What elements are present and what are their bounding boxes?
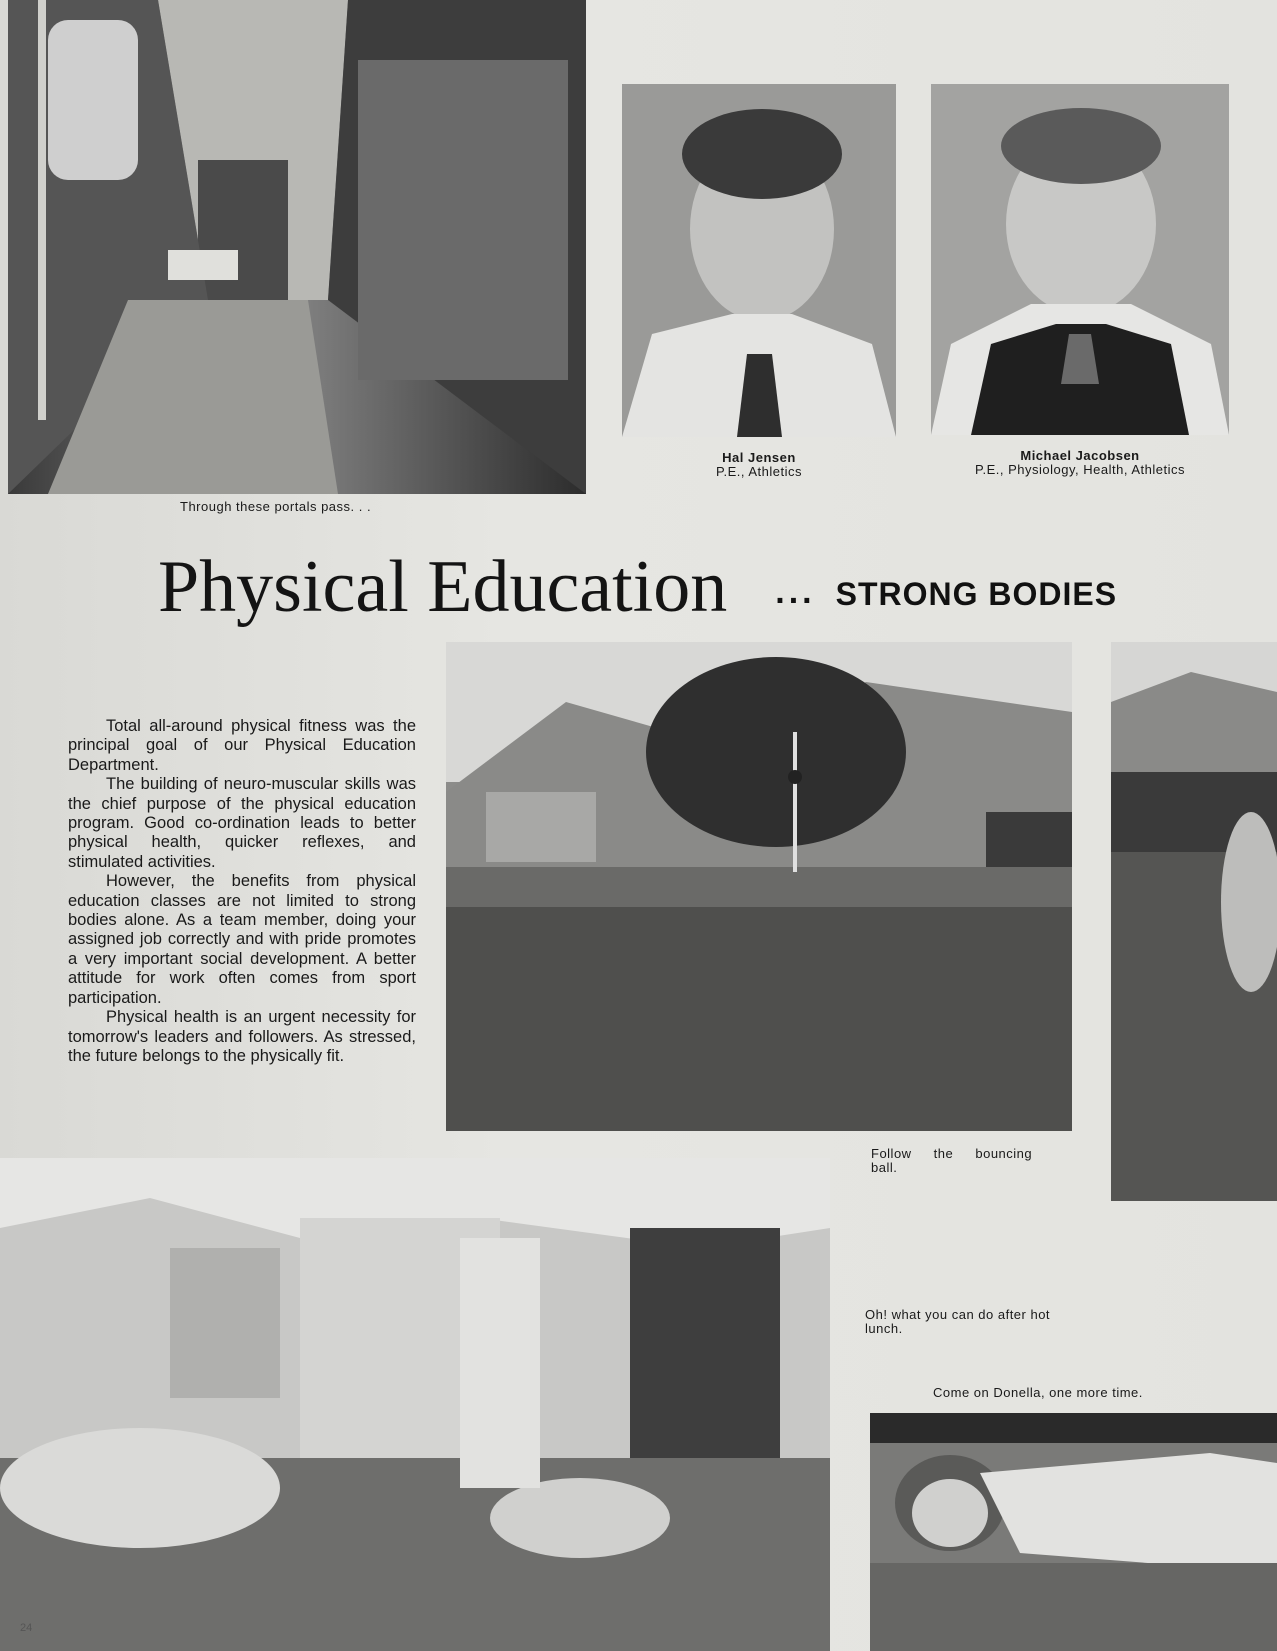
headline-dots: ...: [775, 573, 816, 611]
portrait-2-role: P.E., Physiology, Health, Athletics: [975, 462, 1185, 477]
portrait-hal-jensen: [622, 84, 896, 437]
body-paragraph-3: However, the benefits from physical education classes are not limited to strong bodies alone. As a team member, doing your assigned job correctly and with pride promotes a very important social development. A better attitude for work often comes from sport participation.: [68, 872, 416, 1007]
field-caption: Follow the bouncing ball.: [871, 1146, 1033, 1175]
donella-caption: Come on Donella, one more time.: [933, 1385, 1143, 1400]
portrait-1-name: Hal Jensen: [722, 450, 796, 465]
portrait-2-name: Michael Jacobsen: [1020, 448, 1140, 463]
field-photo: [446, 642, 1072, 1131]
donella-photo: [870, 1413, 1277, 1651]
page-number: 24: [20, 1622, 33, 1634]
right-edge-photo: [1111, 642, 1277, 1201]
body-paragraph-4: Physical health is an urgent necessity for tomorrow's leaders and followers. As stressed, the future belongs to the physically fit.: [68, 1008, 416, 1065]
headline-title: Physical Education: [158, 546, 728, 628]
portrait-1-role: P.E., Athletics: [715, 464, 803, 479]
pushups-caption: Oh! what you can do after hot lunch.: [865, 1307, 1051, 1336]
locker-room-caption: Through these portals pass. . .: [180, 499, 372, 514]
pushups-photo: [0, 1158, 830, 1651]
body-text: [68, 717, 416, 1066]
headline-subtitle: STRONG BODIES: [835, 576, 1118, 612]
body-paragraph-2: The building of neuro-muscular skills was the chief purpose of the physical education program. Good co-ordination leads to better physical health, quicker reflexes, and stimulated activities.: [68, 775, 416, 871]
body-paragraph-1: Total all-around physical fitness was the principal goal of our Physical Education Department.: [68, 717, 416, 774]
portrait-michael-jacobsen: [931, 84, 1229, 435]
locker-room-photo: [8, 0, 586, 494]
page-headline: [158, 545, 1117, 630]
